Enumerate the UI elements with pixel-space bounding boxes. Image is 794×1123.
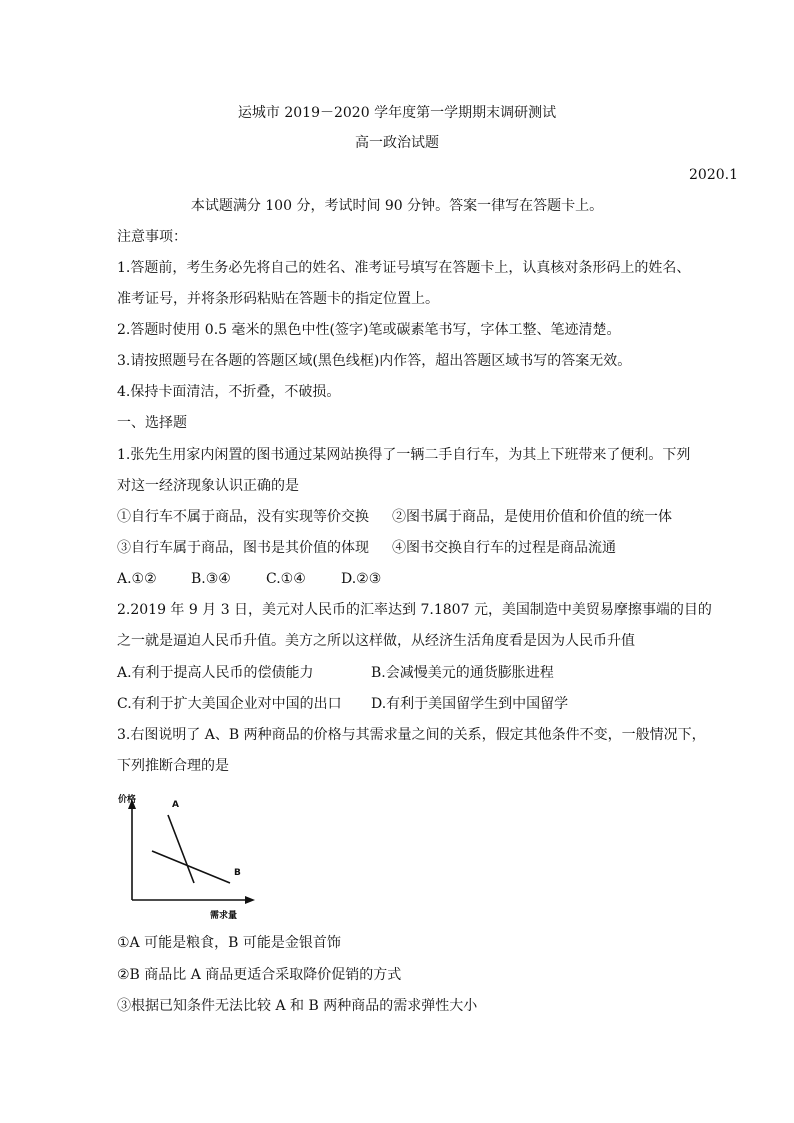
q3-option-3: ③根据已知条件无法比较 A 和 B 两种商品的需求弹性大小 — [117, 998, 478, 1014]
x-axis-arrow — [245, 896, 255, 904]
q3-option-2: ②B 商品比 A 商品更适合采取降价促销的方式 — [117, 967, 402, 983]
q1-stem-line-2: 对这一经济现象认识正确的是 — [117, 478, 299, 494]
note-item-3: 3.请按照题号在各题的答题区域(黑色线框)内作答，超出答题区域书写的答案无效。 — [117, 353, 632, 369]
note-item-1-line-1: 1.答题前，考生务必先将自己的姓名、准考证号填写在答题卡上，认真核对条形码上的姓名、 — [117, 260, 691, 276]
demand-graph — [112, 787, 262, 922]
exam-title: 运城市 2019－2020 学年度第一学期期末调研测试 — [237, 105, 557, 121]
note-item-4: 4.保持卡面清洁，不折叠，不破损。 — [117, 384, 341, 400]
exam-intro: 本试题满分 100 分，考试时间 90 分钟。答案一律写在答题卡上。 — [190, 198, 604, 214]
q1-choice-d: D.②③ — [341, 571, 382, 587]
q3-stem-line-2: 下列推断合理的是 — [117, 758, 229, 774]
q1-stem-line-1: 1.张先生用家内闲置的图书通过某网站换得了一辆二手自行车，为其上下班带来了便利。下列 — [117, 447, 691, 463]
line-b-label: B — [234, 868, 241, 878]
q1-choice-c: C.①④ — [266, 571, 306, 587]
demand-line-b — [152, 851, 230, 883]
q3-option-1: ①A 可能是粮食，B 可能是金银首饰 — [117, 935, 341, 951]
section-heading: 一、选择题 — [117, 415, 187, 431]
notes-heading: 注意事项： — [117, 229, 187, 245]
q2-choice-b: B.会减慢美元的通货膨胀进程 — [371, 665, 554, 681]
demand-line-a — [168, 815, 194, 883]
q2-stem-line-2: 之一就是逼迫人民币升值。美方之所以这样做，从经济生活角度看是因为人民币升值 — [117, 633, 635, 649]
q3-stem-line-1: 3.右图说明了 A、B 两种商品的价格与其需求量之间的关系，假定其他条件不变，一般情况下， — [117, 727, 706, 743]
q1-choice-b: B.③④ — [191, 571, 231, 587]
x-axis-label: 需求量 — [210, 911, 238, 921]
q2-choice-a: A.有利于提高人民币的偿债能力 — [117, 665, 314, 681]
q1-option-1: ①自行车不属于商品，没有实现等价交换 — [117, 509, 369, 525]
q1-option-2: ②图书属于商品，是使用价值和价值的统一体 — [392, 509, 672, 525]
note-item-2: 2.答题时使用 0.5 毫米的黑色中性(签字)笔或碳素笔书写，字体工整、笔迹清楚。 — [117, 322, 621, 338]
q2-choice-c: C.有利于扩大美国企业对中国的出口 — [117, 696, 342, 712]
q1-choice-a: A.①② — [117, 571, 157, 587]
line-a-label: A — [172, 800, 179, 810]
q2-choice-d: D.有利于美国留学生到中国留学 — [371, 696, 569, 712]
exam-date: 2020.1 — [689, 167, 738, 183]
q1-option-4: ④图书交换自行车的过程是商品流通 — [392, 540, 616, 556]
exam-subtitle: 高一政治试题 — [355, 135, 439, 151]
y-axis-label-part-1: 价格 — [118, 795, 137, 805]
q2-stem-line-1: 2.2019 年 9 月 3 日，美元对人民币的汇率达到 7.1807 元，美国制造中美贸易摩擦事端的目的 — [117, 602, 712, 618]
q1-option-3: ③自行车属于商品，图书是其价值的体现 — [117, 540, 369, 556]
note-item-1-line-2: 准考证号，并将条形码粘贴在答题卡的指定位置上。 — [117, 291, 439, 307]
